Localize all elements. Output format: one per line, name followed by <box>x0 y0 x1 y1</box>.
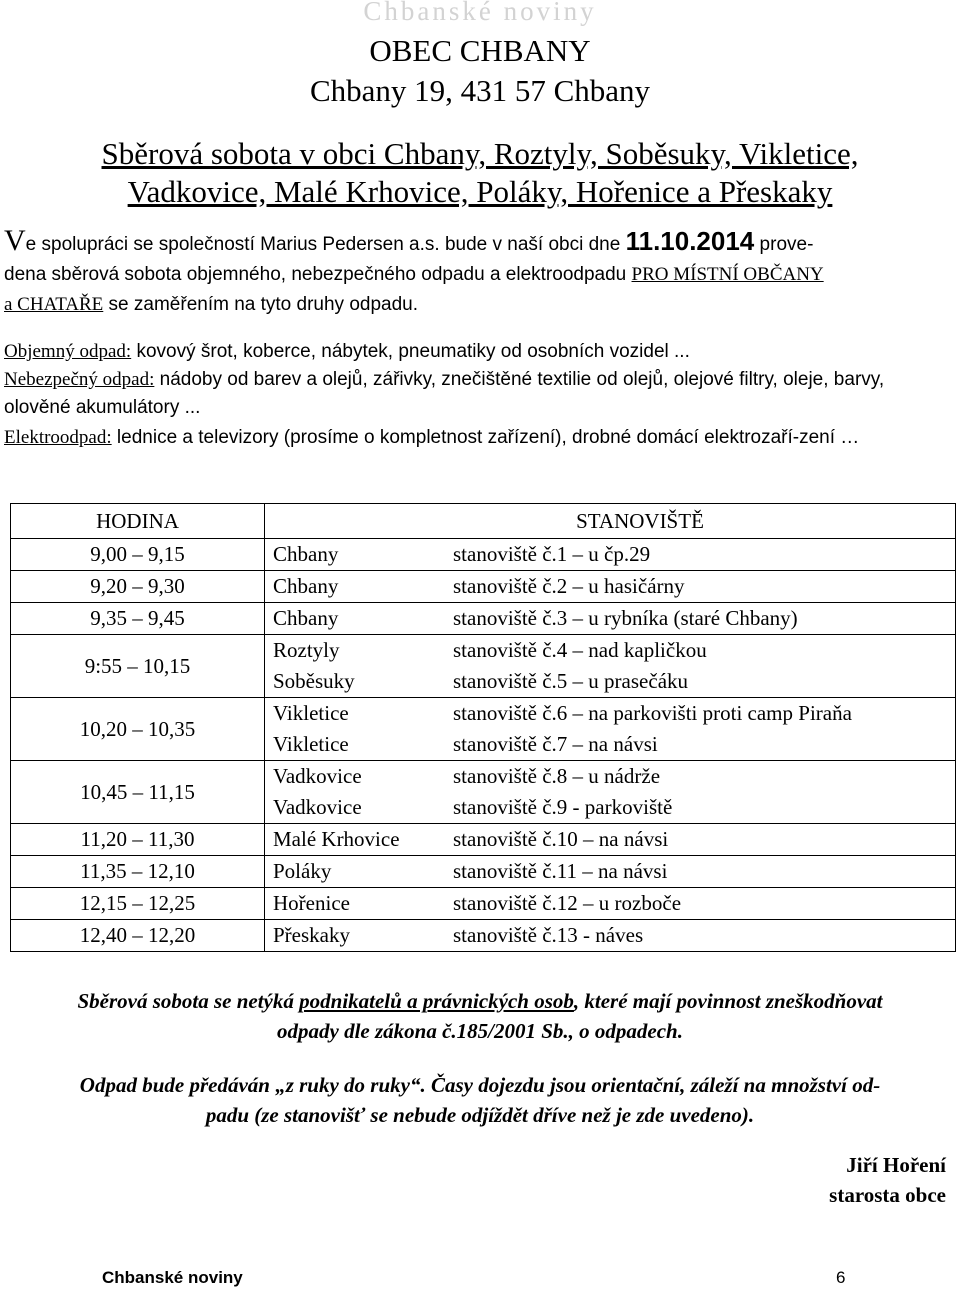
table-row <box>11 571 956 603</box>
masthead: Chbanské noviny <box>363 0 597 26</box>
table-row <box>11 698 956 761</box>
category-label: Elektroodpad: <box>4 427 112 448</box>
stop-line <box>273 856 955 887</box>
category-electro <box>4 424 954 452</box>
category-bulky <box>4 338 954 366</box>
table-header-row <box>11 504 956 539</box>
stop-place: Vikletice <box>273 701 349 725</box>
stop-point: stanoviště č.3 – u rybníka (staré Chbany) <box>453 606 798 630</box>
page-number: 6 <box>836 1268 846 1287</box>
stop-point: stanoviště č.4 – nad kapličkou <box>453 638 707 662</box>
stop-point: stanoviště č.2 – u hasičárny <box>453 574 685 598</box>
row-stops <box>265 824 956 856</box>
stop-place: Vadkovice <box>273 764 362 788</box>
category-hazardous <box>4 366 954 422</box>
category-label: Objemný odpad: <box>4 341 132 362</box>
table-row <box>11 888 956 920</box>
table-row <box>11 824 956 856</box>
stop-line <box>273 824 955 855</box>
schedule-table <box>10 503 956 952</box>
row-stops <box>265 603 956 635</box>
footer-title: Chbanské noviny <box>102 1268 243 1287</box>
signature-title: starosta obce <box>829 1183 946 1207</box>
intro-text2: prove- <box>754 234 814 255</box>
stop-place: Vadkovice <box>273 795 362 819</box>
stop-point: stanoviště č.8 – u nádrže <box>453 764 661 788</box>
category-text: nádoby od barev a olejů, zářivky, znečištěné textilie od olejů, olejové filtry, oleje, barvy, olověné akumulátory ... <box>4 369 885 418</box>
table-row <box>11 856 956 888</box>
stop-line <box>273 635 955 666</box>
category-text: lednice a televizory (prosíme o kompletnost zařízení), drobné domácí elektrozaří-zení … <box>111 427 860 448</box>
stop-place: Chbany <box>273 574 339 598</box>
intro-paragraph <box>4 226 952 320</box>
row-time: 12,15 – 12,25 <box>11 888 265 920</box>
table-row <box>11 635 956 698</box>
signature <box>829 1150 946 1210</box>
org-name: OBEC CHBANY <box>369 33 591 68</box>
notice-handover <box>0 1070 960 1130</box>
stop-point: stanoviště č.10 – na návsi <box>453 827 669 851</box>
stop-point: stanoviště č.12 – u rozboče <box>453 891 682 915</box>
row-stops <box>265 698 956 761</box>
intro-line2: dena sběrová sobota objemného, nebezpečného odpadu a elektroodpadu <box>4 264 632 285</box>
stop-place: Roztyly <box>273 638 340 662</box>
stop-line <box>273 571 955 602</box>
stop-line <box>273 603 955 634</box>
row-time: 9,20 – 9,30 <box>11 571 265 603</box>
headline-line1: Sběrová sobota v obci Chbany, Roztyly, Soběsuky, Vikletice, <box>101 136 859 171</box>
intro-text1: e spolupráci se společností Marius Pedersen a.s. bude v naší obci dne <box>25 234 626 255</box>
row-time: 10,20 – 10,35 <box>11 698 265 761</box>
row-stops <box>265 571 956 603</box>
stop-line <box>273 729 955 760</box>
stop-point: stanoviště č.13 - náves <box>453 923 644 947</box>
stop-point: stanoviště č.11 – na návsi <box>453 859 668 883</box>
stop-point: stanoviště č.6 – na parkovišti proti camp Piraňa <box>453 701 852 725</box>
row-time: 10,45 – 11,15 <box>11 761 265 824</box>
row-time: 12,40 – 12,20 <box>11 920 265 952</box>
intro-line3: se zaměřením na tyto druhy odpadu. <box>103 294 419 315</box>
stop-line <box>273 920 955 951</box>
headline-line2: Vadkovice, Malé Krhovice, Poláky, Hořenice a Přeskaky <box>127 174 833 209</box>
stop-point: stanoviště č.5 – u prasečáku <box>453 669 689 693</box>
intro-highlight1: PRO MÍSTNÍ OBČANY <box>631 264 824 285</box>
intro-initial: V <box>4 224 26 257</box>
table-row <box>11 761 956 824</box>
intro-highlight2: a CHATAŘE <box>4 294 104 315</box>
row-stops <box>265 761 956 824</box>
stop-place: Hořenice <box>273 891 350 915</box>
notice1-line2: odpady dle zákona č.185/2001 Sb., o odpadech. <box>277 1019 683 1043</box>
stop-place: Vikletice <box>273 732 349 756</box>
notice2-line1: Odpad bude předáván „z ruky do ruky“. Časy dojezdu jsou orientační, záleží na množství od- <box>79 1073 881 1097</box>
row-stops <box>265 920 956 952</box>
stop-place: Přeskaky <box>273 923 350 947</box>
category-text: kovový šrot, koberce, nábytek, pneumatiky od osobních vozidel ... <box>131 341 690 362</box>
stop-line <box>273 761 955 792</box>
table-row <box>11 920 956 952</box>
row-time: 11,20 – 11,30 <box>11 824 265 856</box>
notice1-b: , které mají povinnost zneškodňovat <box>573 989 883 1013</box>
stop-line <box>273 539 955 570</box>
stop-place: Soběsuky <box>273 669 355 693</box>
row-time: 11,35 – 12,10 <box>11 856 265 888</box>
row-time: 9,35 – 9,45 <box>11 603 265 635</box>
row-stops <box>265 888 956 920</box>
category-label: Nebezpečný odpad: <box>4 369 155 390</box>
notice1-underline: podnikatelů a právnických osob <box>299 989 574 1013</box>
header-place: STANOVIŠTĚ <box>265 504 956 539</box>
stop-place: Chbany <box>273 606 339 630</box>
stop-line <box>273 792 955 823</box>
stop-line <box>273 698 955 729</box>
notice1-a: Sběrová sobota se netýká <box>77 989 300 1013</box>
stop-place: Chbany <box>273 542 339 566</box>
header-time: HODINA <box>11 504 265 539</box>
stop-point: stanoviště č.9 - parkoviště <box>453 795 673 819</box>
stop-point: stanoviště č.7 – na návsi <box>453 732 658 756</box>
collection-date: 11.10.2014 <box>625 226 755 256</box>
stop-line <box>273 888 955 919</box>
row-stops <box>265 539 956 571</box>
org-address: Chbany 19, 431 57 Chbany <box>309 73 651 108</box>
notice2-line2: padu (ze stanovišť se nebude odjíždět dříve než je zde uvedeno). <box>205 1103 755 1127</box>
row-time: 9,00 – 9,15 <box>11 539 265 571</box>
signature-name: Jiří Hoření <box>846 1153 946 1177</box>
stop-place: Malé Krhovice <box>273 827 400 851</box>
row-time: 9:55 – 10,15 <box>11 635 265 698</box>
notice-business <box>0 986 960 1046</box>
stop-point: stanoviště č.1 – u čp.29 <box>453 542 651 566</box>
row-stops <box>265 856 956 888</box>
table-row <box>11 539 956 571</box>
table-row <box>11 603 956 635</box>
row-stops <box>265 635 956 698</box>
stop-line <box>273 666 955 697</box>
stop-place: Poláky <box>273 859 332 883</box>
